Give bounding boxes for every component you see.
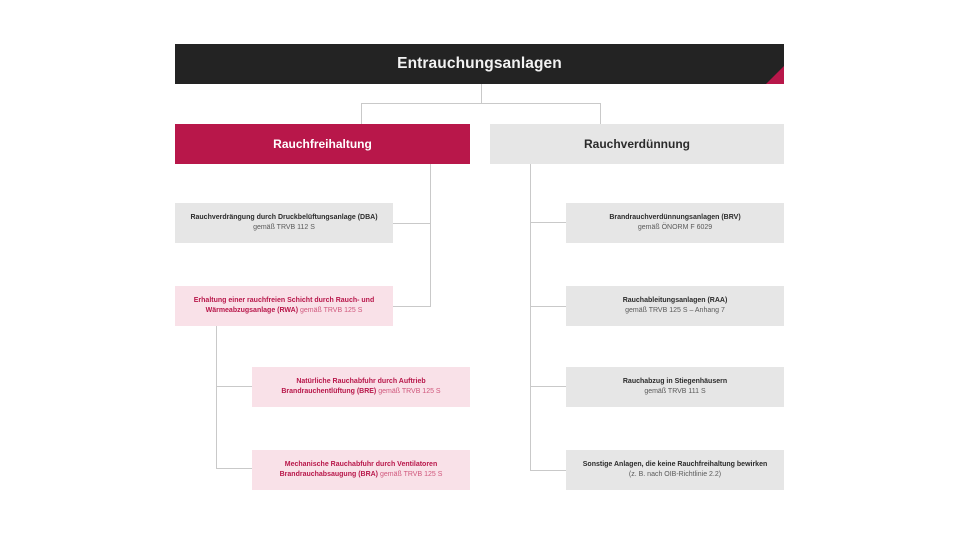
node-subtitle: gemäß TRVB 125 S xyxy=(379,471,443,478)
diagram-title-bar xyxy=(175,44,784,84)
category-rauchverduennung xyxy=(490,124,784,164)
connector-to-stiegenhaus xyxy=(530,386,566,387)
category-label: Rauchfreihaltung xyxy=(273,137,372,151)
node-stiegenhaus xyxy=(566,367,784,407)
node-title-line1: Erhaltung einer rauchfreien Schicht durch Rauch- und xyxy=(193,297,375,304)
category-label: Rauchverdünnung xyxy=(583,137,690,151)
category-rauchfreihaltung xyxy=(175,124,470,164)
connector-to-rwa xyxy=(393,306,431,307)
connector-to-brv xyxy=(530,222,566,223)
node-rwa xyxy=(175,286,393,326)
node-sonstige xyxy=(566,450,784,490)
node-bre xyxy=(252,367,470,407)
node-title-line1: Natürliche Rauchabfuhr durch Auftrieb xyxy=(296,378,426,385)
node-bra xyxy=(252,450,470,490)
connector-rwa-trunk xyxy=(216,326,217,469)
node-subtitle: gemäß TRVB 112 S xyxy=(253,224,315,231)
node-title: Rauchabzug in Stiegenhäusern xyxy=(622,378,728,385)
node-subtitle: gemäß TRVB 125 S xyxy=(378,388,441,395)
connector-left-trunk xyxy=(430,164,431,307)
node-title: Rauchverdrängung durch Druckbelüftungsanlage (DBA) xyxy=(190,214,378,221)
connector-right-trunk xyxy=(530,164,531,471)
connector-branch-horizontal xyxy=(361,103,601,104)
node-subtitle: gemäß TRVB 111 S xyxy=(644,388,706,395)
node-title: Sonstige Anlagen, die keine Rauchfreihaltung bewirken xyxy=(582,461,768,468)
node-subtitle: gemäß TRVB 125 S – Anhang 7 xyxy=(625,307,725,314)
connector-to-bra xyxy=(216,468,252,469)
node-title-line2: Wärmeabzugsanlage (RWA) xyxy=(205,307,299,314)
connector-to-sonstige xyxy=(530,470,566,471)
diagram-title: Entrauchungsanlagen xyxy=(397,55,562,72)
connector-to-rauchverduennung xyxy=(600,103,601,124)
node-brv xyxy=(566,203,784,243)
node-title-line2: Brandrauchentlüftung (BRE) xyxy=(281,388,377,395)
node-title-line1: Mechanische Rauchabfuhr durch Ventilatoren xyxy=(284,461,438,468)
connector-to-raa xyxy=(530,306,566,307)
node-subtitle: gemäß ÖNORM F 6029 xyxy=(637,224,713,231)
node-subtitle: gemäß TRVB 125 S xyxy=(300,307,363,314)
connector-to-dba xyxy=(393,223,431,224)
node-title-line2: Brandrauchabsaugung (BRA) xyxy=(279,471,379,478)
connector-to-rauchfreihaltung xyxy=(361,103,362,124)
corner-fold-icon xyxy=(766,66,784,84)
node-title: Brandrauchverdünnungsanlagen (BRV) xyxy=(609,214,741,221)
node-subtitle: (z. B. nach OIB-Richtlinie 2.2) xyxy=(628,471,722,478)
node-title: Rauchableitungsanlagen (RAA) xyxy=(622,297,728,304)
node-dba xyxy=(175,203,393,243)
node-raa xyxy=(566,286,784,326)
connector-to-bre xyxy=(216,386,252,387)
connector-header-down xyxy=(481,84,482,103)
